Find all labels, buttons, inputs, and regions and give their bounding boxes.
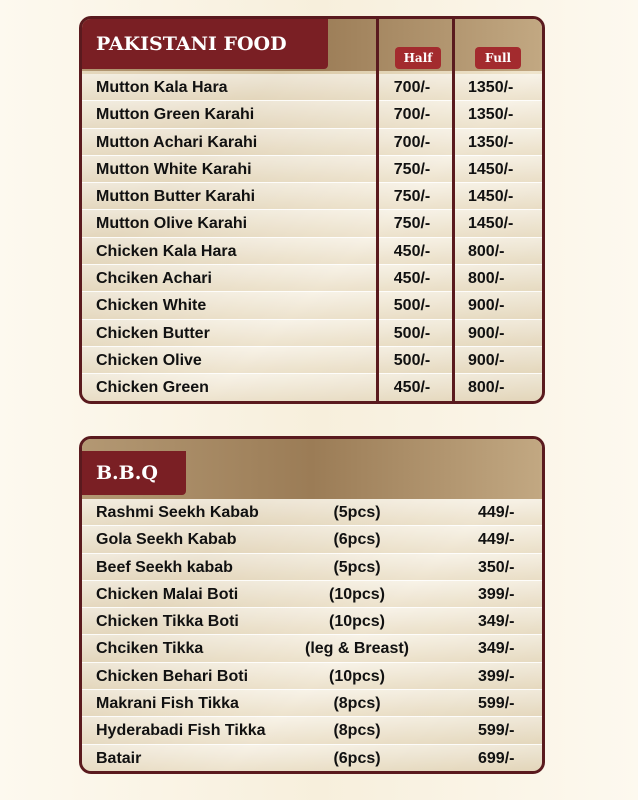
menu-row [82,292,542,319]
half-price: 700/- [393,133,431,151]
full-price: 800/- [468,242,505,260]
full-price: 1450/- [468,160,514,178]
full-price: 1350/- [468,106,514,124]
item-name: Mutton Achari Karahi [96,133,258,151]
half-price: 500/- [393,297,431,315]
column-divider [452,19,455,401]
item-price: 350/- [478,558,515,576]
menu-row [82,156,542,183]
menu-row [82,129,542,156]
menu-row [82,608,542,635]
item-price: 349/- [478,613,515,631]
menu-row [82,210,542,237]
item-name: Rashmi Seekh Kabab [96,504,259,521]
item-name: Mutton Kala Hara [96,79,228,96]
item-quantity: (leg & Breast) [304,640,410,658]
half-price: 450/- [393,379,431,397]
menu-row [82,265,542,292]
item-name: Mutton Butter Karahi [96,188,256,206]
item-name: Mutton White Karahi [96,160,252,178]
bbq-menu-list [82,499,542,772]
item-price: 399/- [478,585,515,603]
half-price: 750/- [393,160,431,178]
item-name: Hyderabadi Fish Tikka [96,722,266,740]
menu-row [82,499,542,526]
bbq-title: B.B.Q [82,451,186,495]
menu-row [82,238,542,265]
menu-row [82,101,542,128]
menu-row [82,690,542,717]
item-quantity: (8pcs) [333,695,381,713]
menu-row [82,554,542,581]
menu-row [82,74,542,101]
item-name: Chicken Green [96,379,209,397]
full-price: 900/- [468,324,505,342]
half-price: 700/- [393,106,431,124]
item-price: 349/- [478,640,515,658]
menu-row [82,717,542,744]
menu-row [82,635,542,662]
menu-row [82,663,542,690]
menu-row [82,347,542,374]
item-name: Chicken Behari Boti [96,667,249,685]
full-column-header: Full [475,47,521,69]
item-name: Chicken Malai Boti [96,585,239,603]
full-price: 900/- [468,297,505,315]
item-name: Mutton Olive Karahi [96,215,248,233]
item-name: Chciken Tikka [96,640,204,658]
full-price: 1450/- [468,188,514,206]
item-name: Chicken Tikka Boti [96,613,239,631]
menu-row [82,320,542,347]
full-price: 1350/- [468,133,514,151]
item-price: 449/- [478,531,515,549]
item-name: Makrani Fish Tikka [96,695,239,713]
item-quantity: (5pcs) [333,504,381,521]
half-price: 700/- [393,79,431,96]
item-quantity: (10pcs) [328,585,386,603]
menu-row [82,581,542,608]
item-price: 599/- [478,695,515,713]
half-price: 500/- [393,351,431,369]
item-quantity: (10pcs) [328,613,386,631]
half-price: 500/- [393,324,431,342]
item-name: Chicken Olive [96,351,202,369]
item-quantity: (6pcs) [333,531,381,549]
half-price: 750/- [393,215,431,233]
item-name: Batair [96,749,142,767]
column-divider [376,19,379,401]
half-price: 450/- [393,270,431,288]
item-name: Chciken Achari [96,270,212,288]
item-quantity: (6pcs) [333,749,381,767]
item-price: 449/- [478,504,515,521]
menu-row [82,374,542,401]
pakistani-food-panel [79,16,545,404]
full-price: 800/- [468,270,505,288]
menu-row [82,745,542,772]
item-price: 399/- [478,667,515,685]
item-name: Chicken Kala Hara [96,242,237,260]
item-quantity: (8pcs) [333,722,381,740]
item-quantity: (5pcs) [333,558,381,576]
menu-row [82,183,542,210]
item-name: Beef Seekh kabab [96,558,233,576]
item-name: Chicken White [96,297,207,315]
item-name: Chicken Butter [96,324,210,342]
full-price: 800/- [468,379,505,397]
half-column-header: Half [395,47,441,69]
item-name: Mutton Green Karahi [96,106,255,124]
full-price: 900/- [468,351,505,369]
bbq-panel [79,436,545,774]
pakistani-food-title: PAKISTANI FOOD [82,19,328,69]
half-price: 750/- [393,188,431,206]
item-name: Gola Seekh Kabab [96,531,237,549]
item-quantity: (10pcs) [328,667,386,685]
half-price: 450/- [393,242,431,260]
full-price: 1350/- [468,79,514,96]
menu-row [82,526,542,553]
pakistani-menu-list [82,74,542,402]
full-price: 1450/- [468,215,514,233]
item-price: 599/- [478,722,515,740]
item-price: 699/- [478,749,515,767]
